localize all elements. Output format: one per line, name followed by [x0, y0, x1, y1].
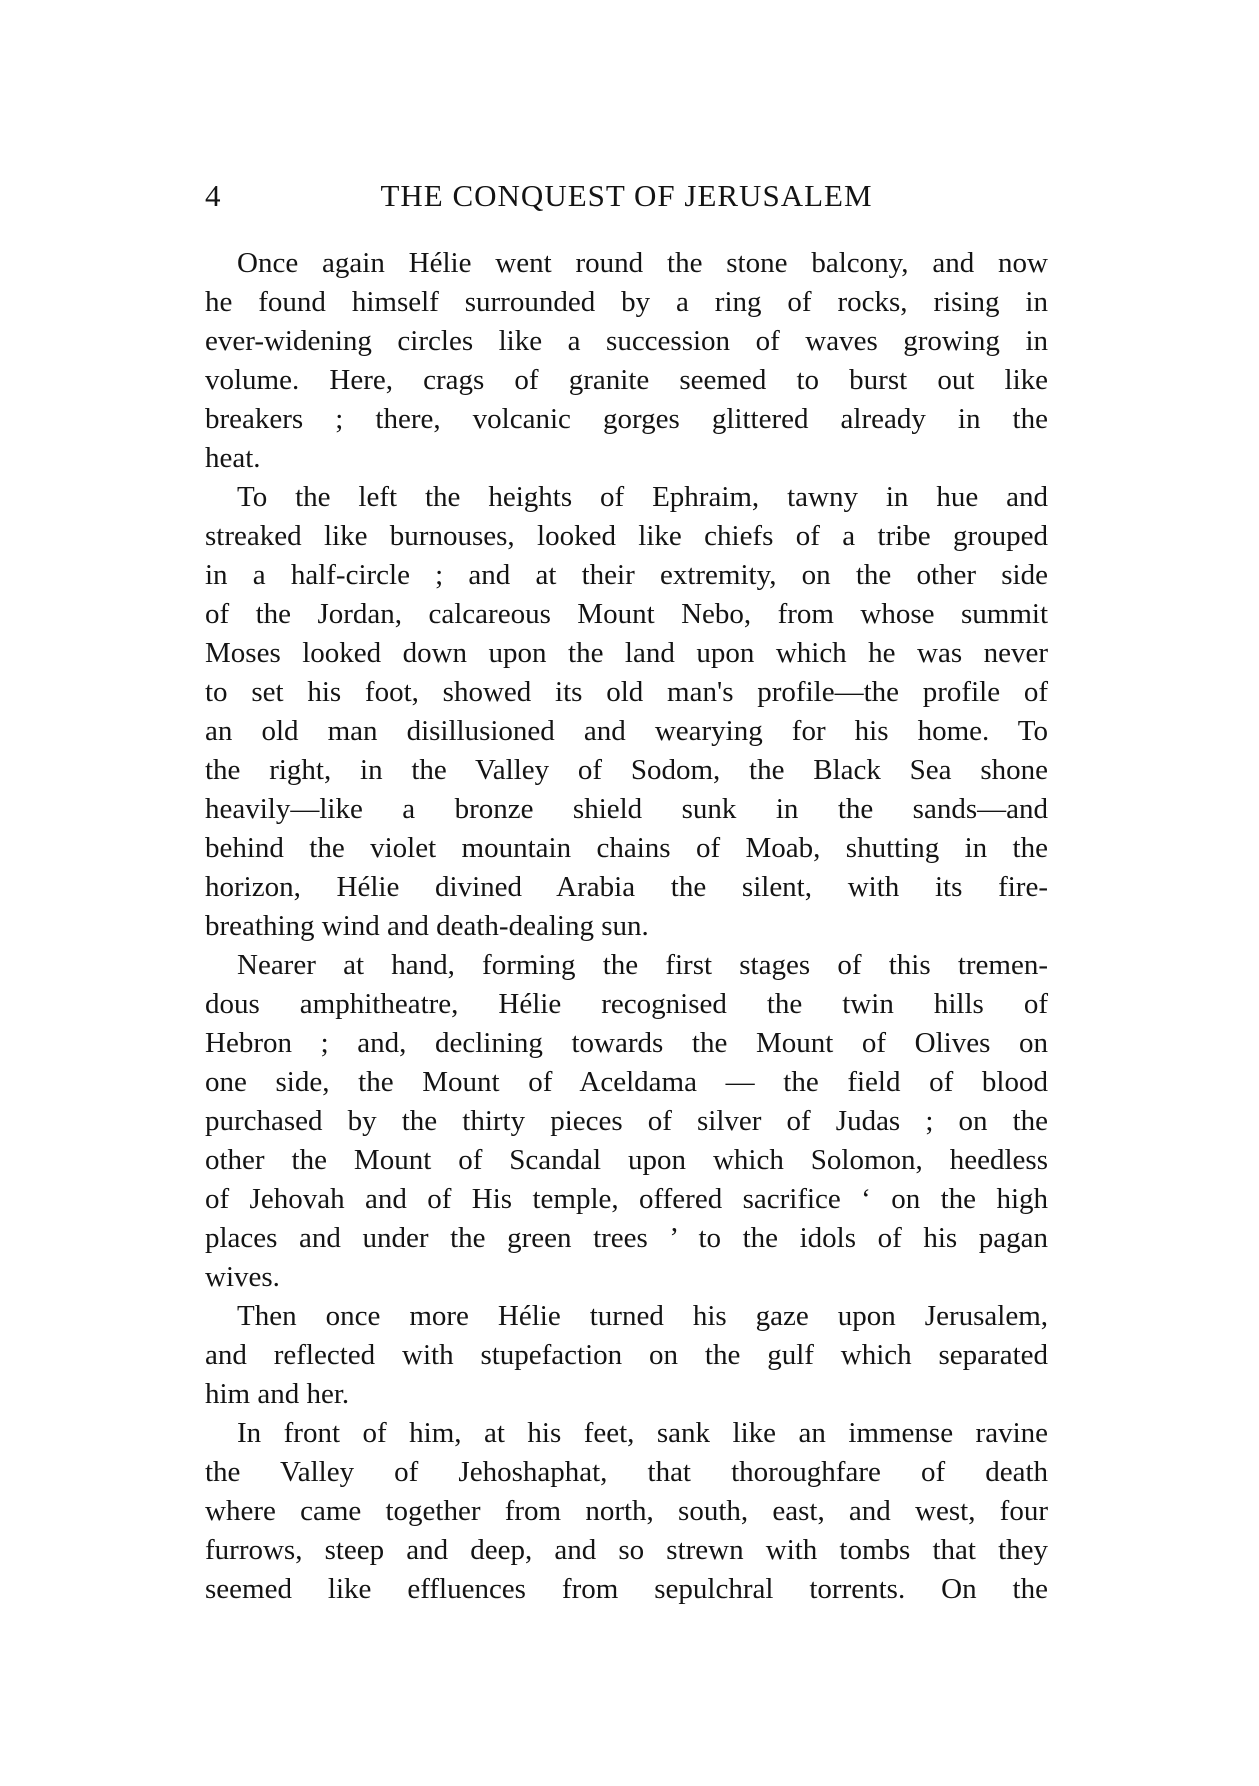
paragraph-4 [205, 1297, 1048, 1414]
text-line: an old man disillusioned and wearying for his home. To [205, 715, 1048, 747]
text-line: heat. [205, 442, 261, 474]
text-line: of Jehovah and of His temple, offered sacrifice ‘ on the high [205, 1183, 1048, 1215]
page-number: 4 [205, 178, 221, 213]
text-line: wives. [205, 1261, 280, 1293]
text-line: in a half-circle ; and at their extremity, on the other side [205, 559, 1048, 591]
text-line: streaked like burnouses, looked like chiefs of a tribe grouped [205, 520, 1048, 552]
paragraph-2 [205, 478, 1048, 946]
text-line: Nearer at hand, forming the first stages of this tremen- [237, 949, 1048, 981]
text-line: the Valley of Jehoshaphat, that thoroughfare of death [205, 1456, 1048, 1488]
running-head: THE CONQUEST OF JERUSALEM [380, 178, 873, 213]
text-line: ever-widening circles like a succession of waves growing in [205, 325, 1048, 357]
page-header [205, 174, 1048, 218]
text-line: In front of him, at his feet, sank like an immense ravine [237, 1417, 1048, 1449]
text-line: breathing wind and death-dealing sun. [205, 910, 649, 942]
text-line: heavily—like a bronze shield sunk in the sands—and [205, 793, 1048, 825]
text-line: Hebron ; and, declining towards the Mount of Olives on [205, 1027, 1048, 1059]
text-line: where came together from north, south, east, and west, four [205, 1495, 1048, 1527]
text-line: the right, in the Valley of Sodom, the Black Sea shone [205, 754, 1048, 786]
text-line: he found himself surrounded by a ring of rocks, rising in [205, 286, 1048, 318]
text-line: furrows, steep and deep, and so strewn with tombs that they [205, 1534, 1048, 1566]
text-line: volume. Here, crags of granite seemed to burst out like [205, 364, 1048, 396]
text-line: breakers ; there, volcanic gorges glittered already in the [205, 403, 1048, 435]
text-line: and reflected with stupefaction on the gulf which separated [205, 1339, 1048, 1371]
text-line: Then once more Hélie turned his gaze upon Jerusalem, [237, 1300, 1048, 1332]
text-line: To the left the heights of Ephraim, tawny in hue and [237, 481, 1048, 513]
text-line: dous amphitheatre, Hélie recognised the twin hills of [205, 988, 1048, 1020]
text-line: behind the violet mountain chains of Moab, shutting in the [205, 832, 1048, 864]
text-line: one side, the Mount of Aceldama — the field of blood [205, 1066, 1048, 1098]
text-line: to set his foot, showed its old man's profile—the profile of [205, 676, 1048, 708]
text-line: Moses looked down upon the land upon which he was never [205, 637, 1048, 669]
text-line: of the Jordan, calcareous Mount Nebo, from whose summit [205, 598, 1048, 630]
text-line: places and under the green trees ’ to the idols of his pagan [205, 1222, 1048, 1254]
text-line: Once again Hélie went round the stone balcony, and now [237, 247, 1048, 279]
text-line: him and her. [205, 1378, 350, 1410]
body-text [205, 244, 1048, 1609]
text-line: purchased by the thirty pieces of silver of Judas ; on the [205, 1105, 1048, 1137]
paragraph-5 [205, 1414, 1048, 1609]
text-line: horizon, Hélie divined Arabia the silent, with its fire- [205, 871, 1048, 903]
paragraph-3 [205, 946, 1048, 1297]
paragraph-1 [205, 244, 1048, 478]
text-line: seemed like effluences from sepulchral torrents. On the [205, 1573, 1048, 1605]
text-line: other the Mount of Scandal upon which Solomon, heedless [205, 1144, 1048, 1176]
